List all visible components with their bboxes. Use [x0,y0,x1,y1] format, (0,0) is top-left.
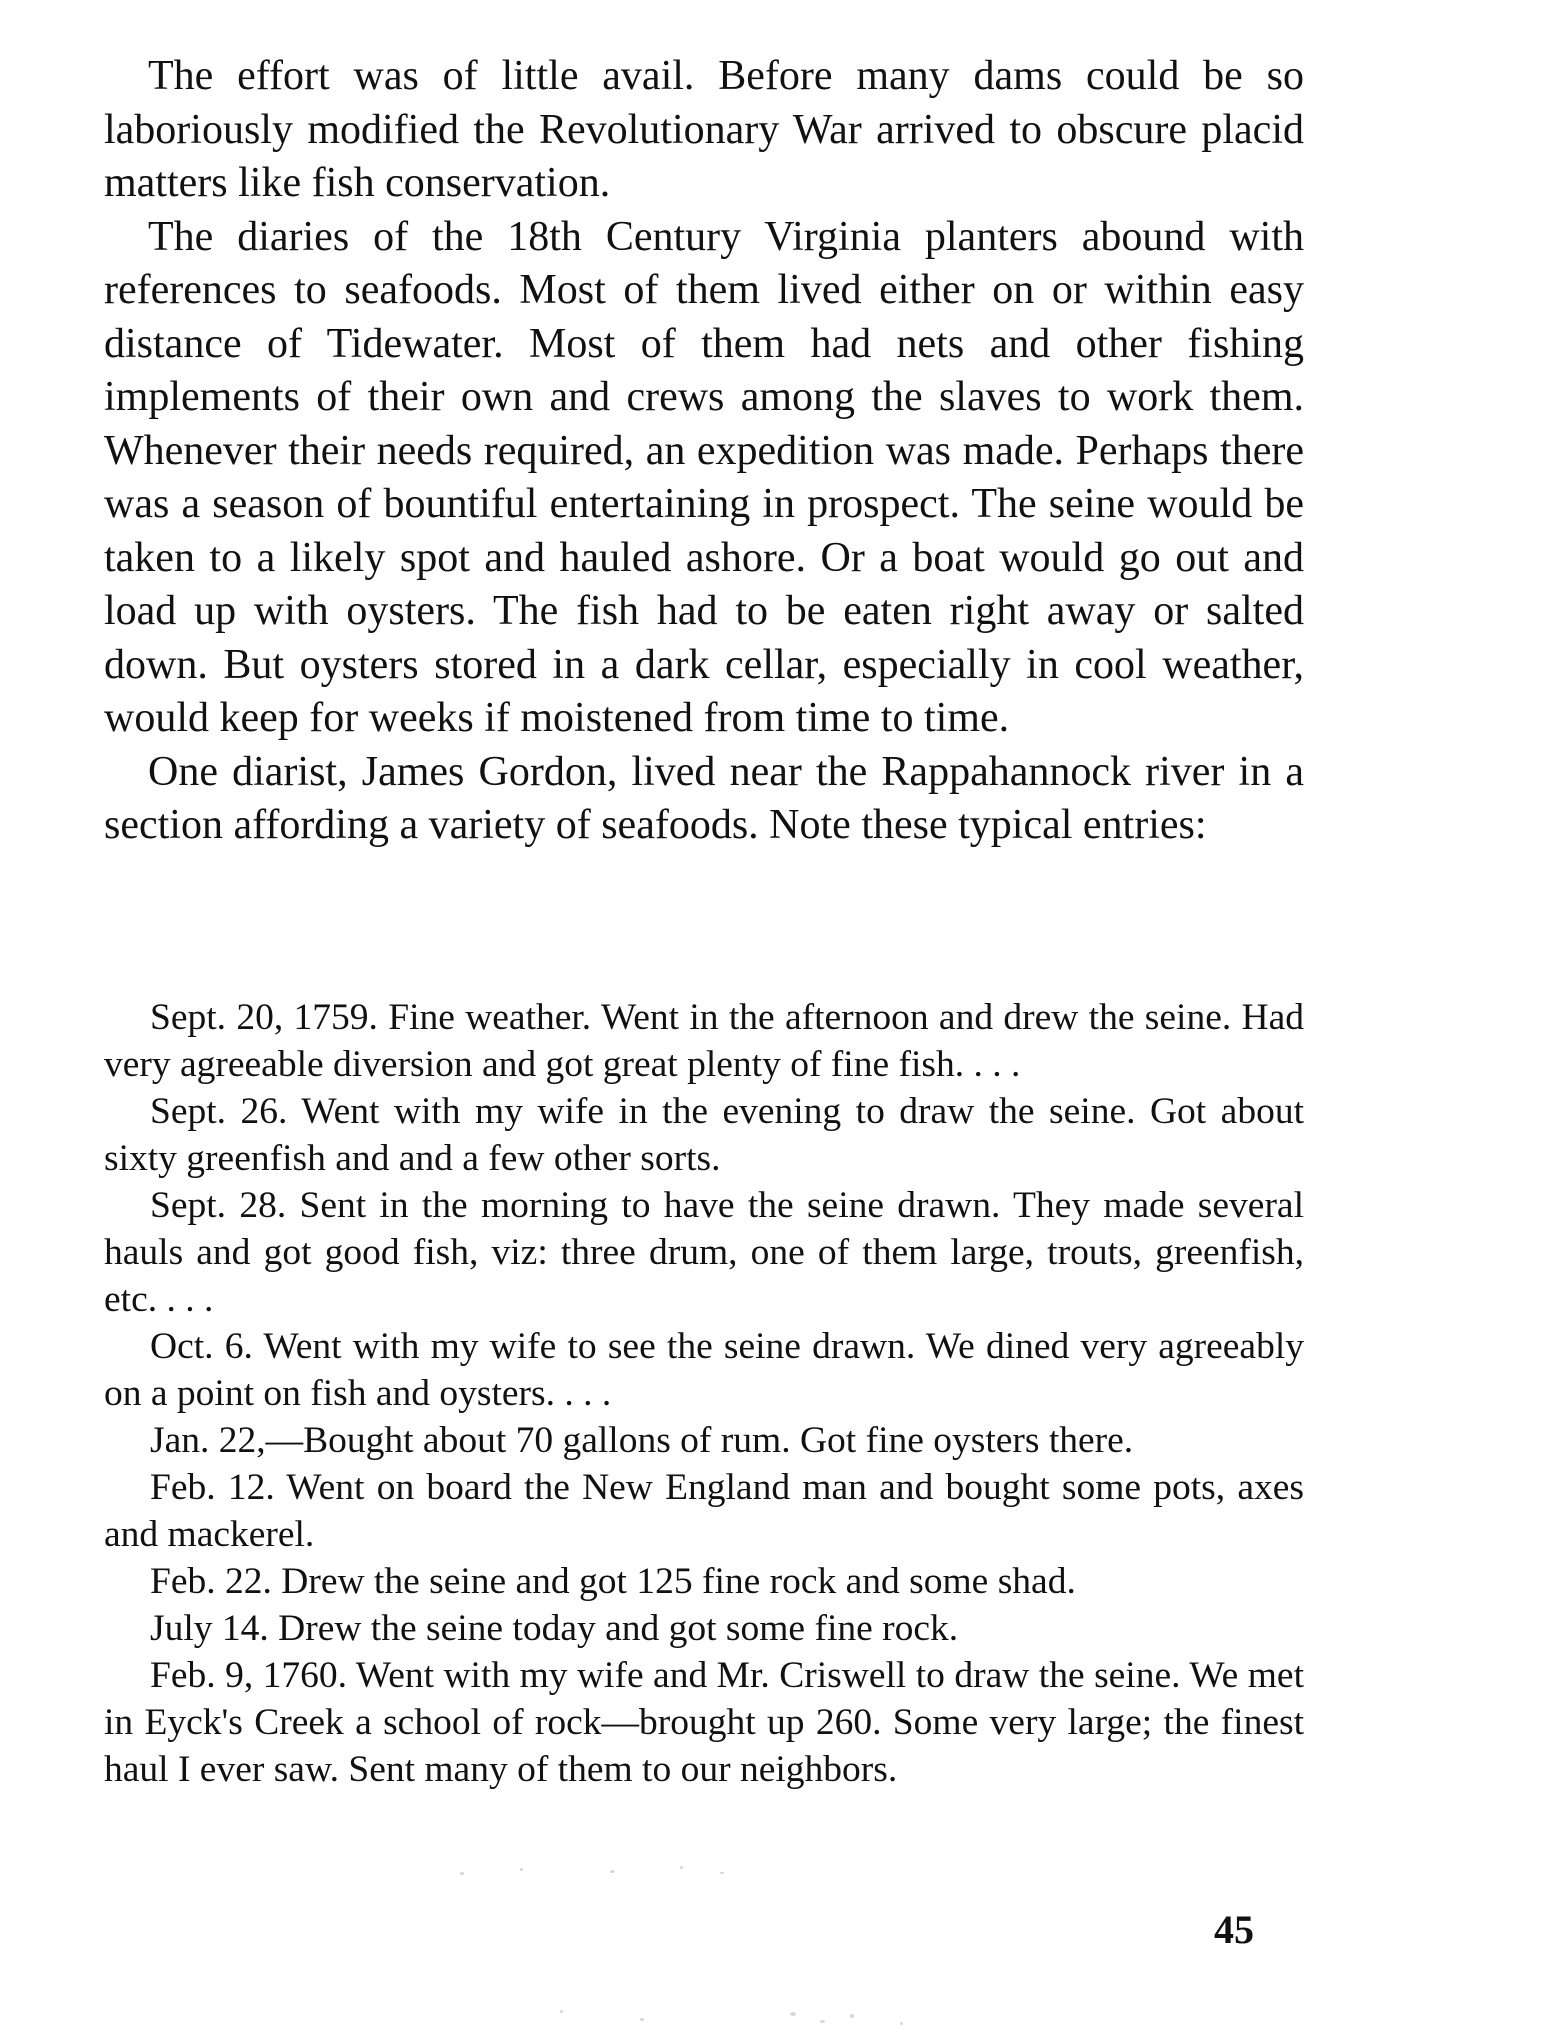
diary-entry: Feb. 9, 1760. Went with my wife and Mr. Criswell to draw the seine. We met in Eyck's Creek a school of rock—brought up 260. Some very large; the finest haul I ever saw. Sent many of them to our neighbors. [104,1655,1304,1790]
diary-entry: Jan. 22,—Bought about 70 gallons of rum. Got fine oysters there. [150,1420,1134,1461]
diary-excerpt [104,994,1304,1793]
paragraph: One diarist, James Gordon, lived near the Rappahannock river in a section affording a variety of seafoods. Note these typical entries: [104,748,1304,848]
diary-entry: Sept. 20, 1759. Fine weather. Went in the afternoon and drew the seine. Had very agreeable diversion and got great plenty of fine fish. . . . [104,997,1304,1085]
paragraph: The effort was of little avail. Before many dams could be so laboriously modified the Revolutionary War arrived to obscure placid matters like fish conservation. [104,53,1304,206]
diary-entry: Feb. 12. Went on board the New England man and bought some pots, axes and mackerel. [104,1467,1304,1555]
diary-entry: Feb. 22. Drew the seine and got 125 fine rock and some shad. [150,1561,1076,1602]
paragraph: The diaries of the 18th Century Virginia planters abound with references to seafoods. Most of them lived either on or within easy distance of Tidewater. Most of them had nets and other fishing implements of their own and crews among the slaves to work them. Whenever their needs required, an expedition was made. Perhaps there was a season of bountiful entertaining in prospect. The seine would be taken to a likely spot and hauled ashore. Or a boat would go out and load up with oysters. The fish had to be eaten right away or salted down. But oysters stored in a dark cellar, especially in cool weather, would keep for weeks if moistened from time to time. [104,213,1304,741]
diary-entry: Sept. 28. Sent in the morning to have the seine drawn. They made several hauls and got good fish, viz: three drum, one of them large, trouts, greenfish, etc. . . . [104,1185,1304,1320]
body-text [104,50,1304,853]
page-number: 45 [1214,1907,1254,1952]
diary-entry: July 14. Drew the seine today and got some fine rock. [150,1608,959,1649]
diary-entry: Sept. 26. Went with my wife in the evening to draw the seine. Got about sixty greenfish and and a few other sorts. [104,1091,1304,1179]
diary-entry: Oct. 6. Went with my wife to see the seine drawn. We dined very agreeably on a point on fish and oysters. . . . [104,1326,1304,1414]
